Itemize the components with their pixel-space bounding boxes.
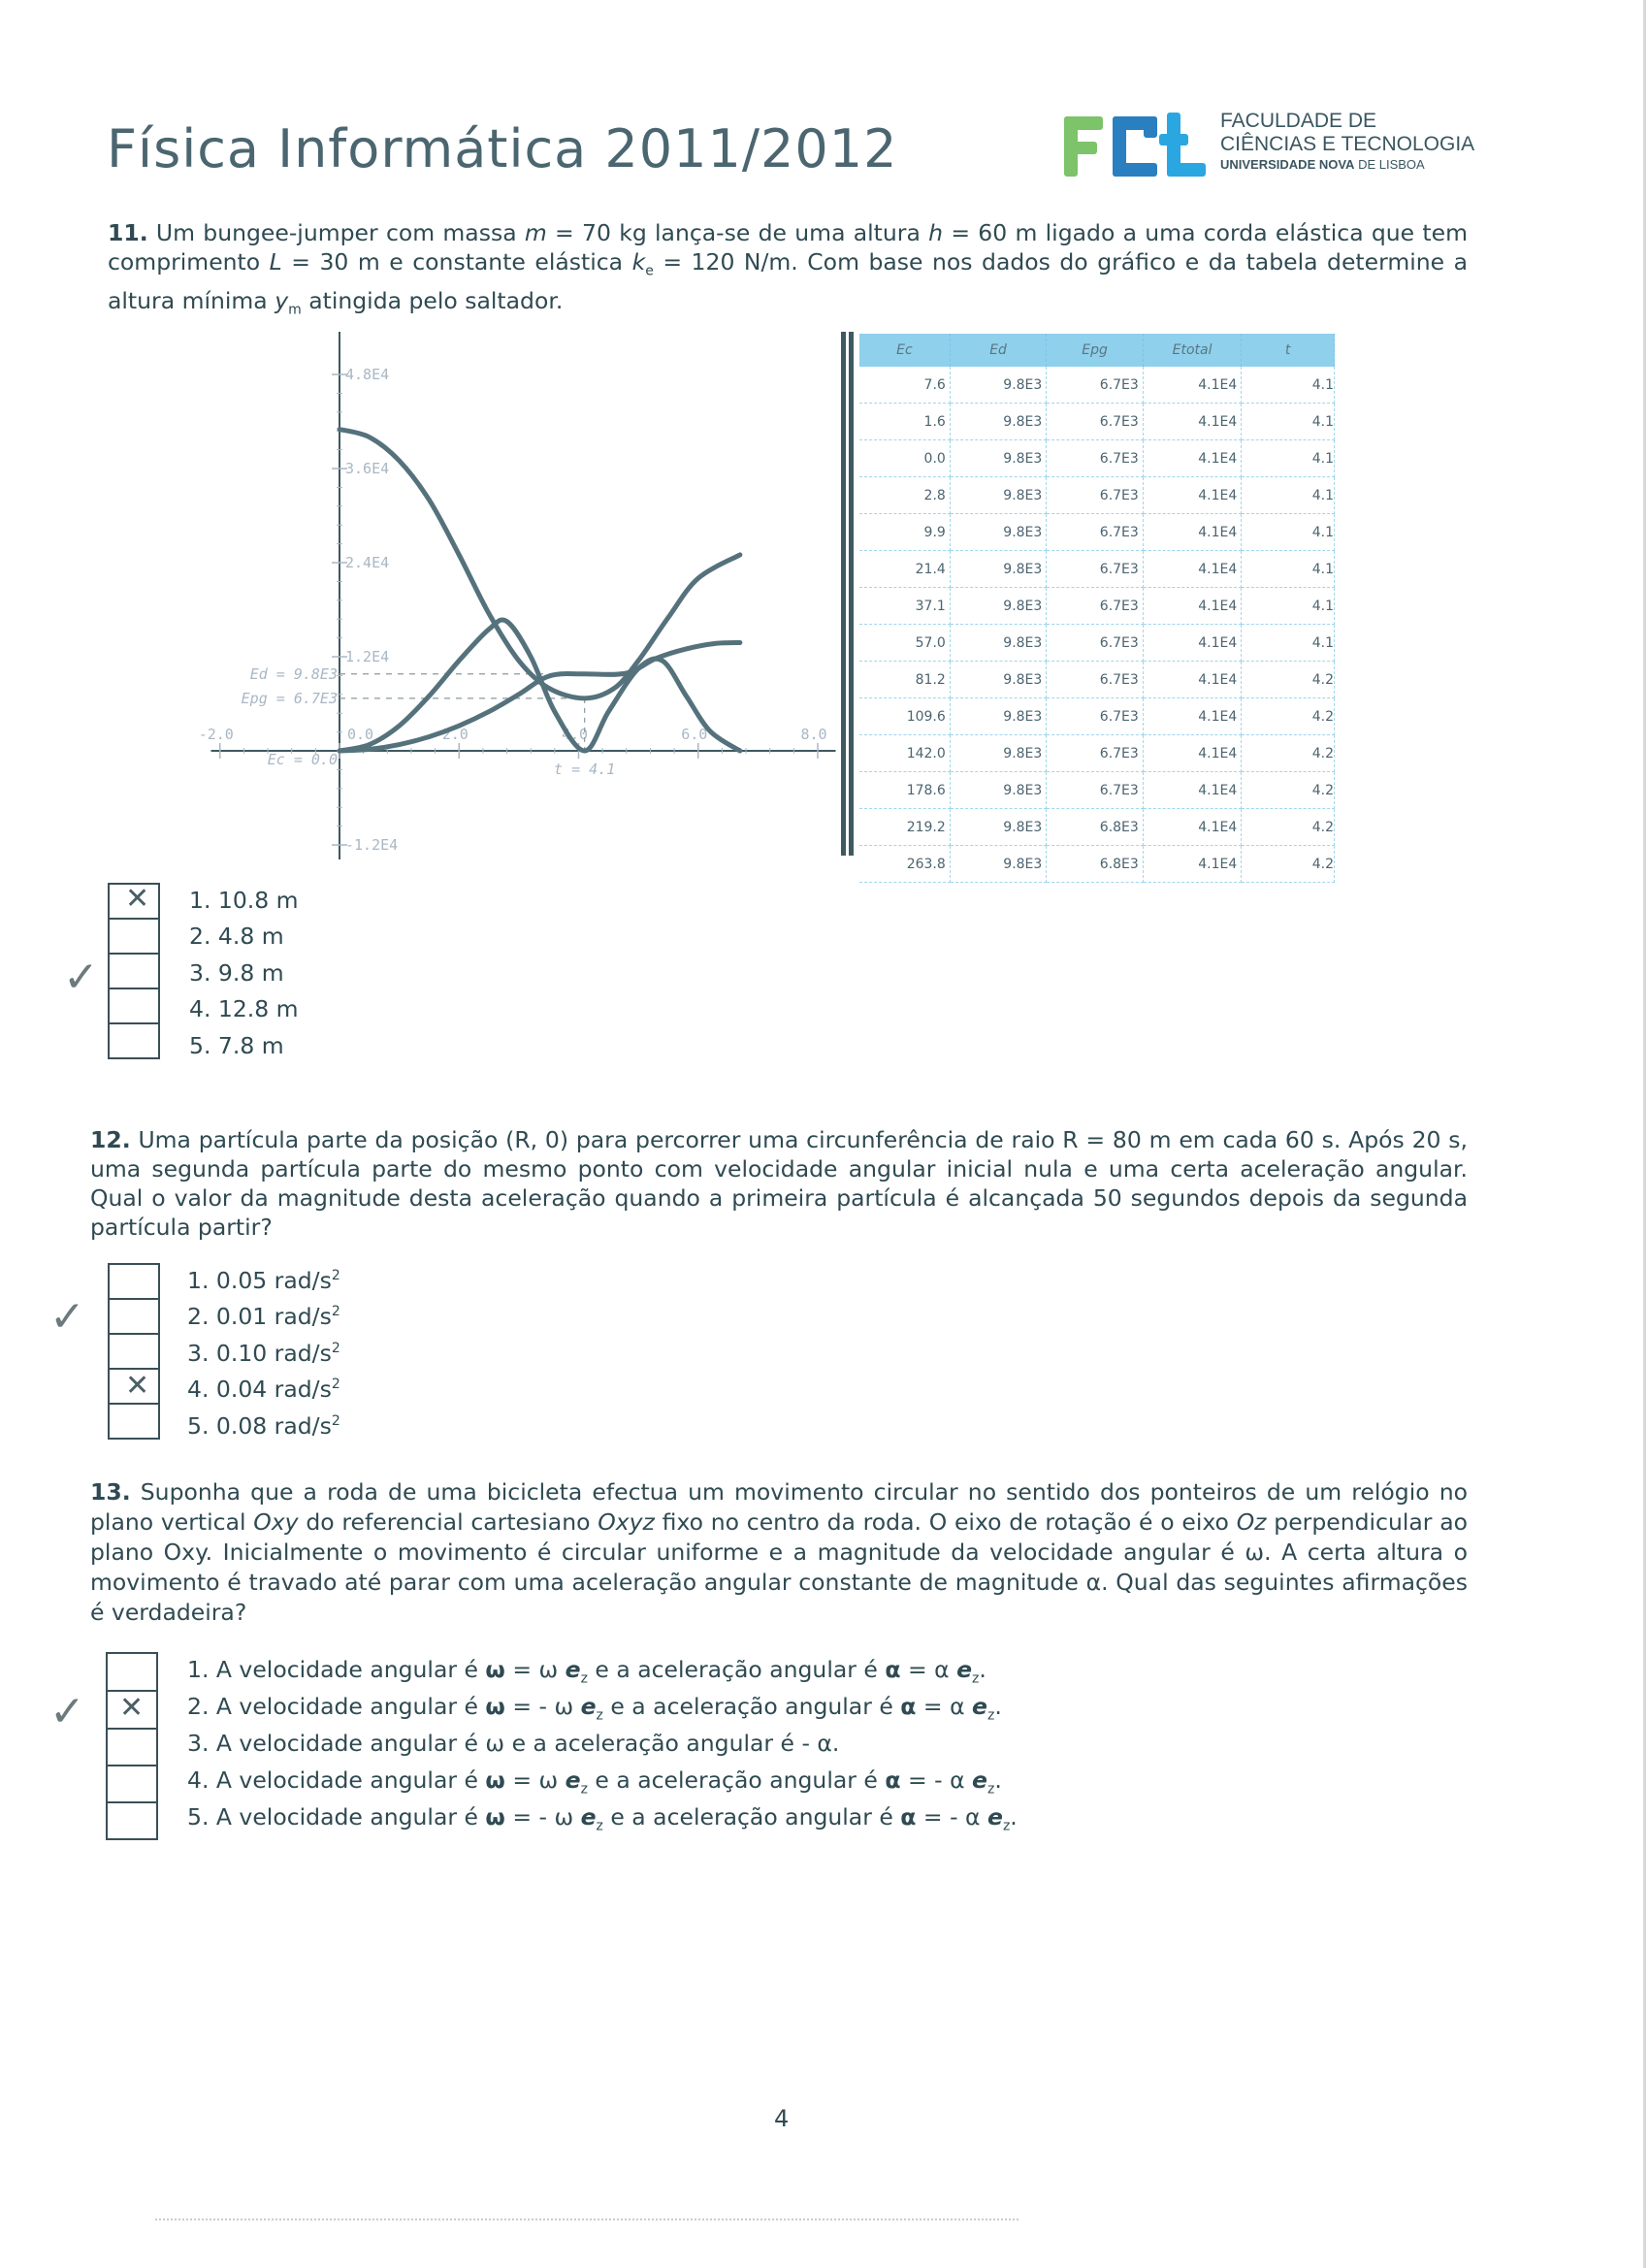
alpha-vector: α [885,1766,901,1794]
omega-expression: = ω [504,1766,566,1794]
checkmark-icon: ✓ [49,1292,85,1342]
table-cell-etotal: 4.1E4 [1143,367,1241,404]
table-header-epg: Epg [1047,334,1144,367]
omega-vector: ω [485,1693,505,1720]
y-tick-label: 2.4E4 [345,554,390,571]
table-cell-t: 4.1 [1242,625,1335,662]
unit-vector-e: e [580,1693,597,1720]
q11-option-4: 4. 12.8 m [189,995,299,1022]
table-cell-ed: 9.8E3 [950,477,1047,514]
table-row [859,551,1335,588]
alpha-expression: = α [916,1693,973,1720]
table-cell-t: 4.2 [1242,662,1335,698]
q11-option-3: 3. 9.8 m [189,959,284,987]
table-cell-etotal: 4.1E4 [1143,440,1241,477]
logo-line-3-bold: UNIVERSIDADE NOVA [1220,157,1355,172]
q11-var-L: L [269,248,282,275]
q13-option-5-checkbox[interactable] [106,1801,158,1840]
q13-plane-oxy: Oxy [253,1508,299,1536]
table-cell-etotal: 4.1E4 [1143,588,1241,625]
table-cell-etotal: 4.1E4 [1143,772,1241,809]
punctuation: . [994,1693,1002,1720]
q12-option-4-checkbox[interactable] [108,1368,160,1403]
unit-exponent: 2 [331,1413,340,1430]
q13-text-b: do referencial cartesiano [298,1508,598,1536]
table-cell-ec: 21.4 [859,551,950,588]
fct-logo [1062,109,1479,184]
table-cell-ec: 37.1 [859,588,950,625]
q11-option-2-checkbox[interactable] [108,918,160,953]
q12-option-4-label: 4. 0.04 rad/s [187,1376,332,1403]
table-cell-epg: 6.7E3 [1047,440,1144,477]
q11-option-2: 2. 4.8 m [189,923,284,950]
q12-option-3-label: 3. 0.10 rad/s [187,1340,332,1367]
table-cell-ec: 81.2 [859,662,950,698]
x-tick-label: -2.0 [198,726,234,743]
unit-vector-subscript: z [986,1781,995,1798]
q12-option-2 [187,1303,340,1330]
question-12-number: 12. [90,1126,131,1153]
q13-option-2 [187,1693,1002,1724]
table-cell-t: 4.1 [1242,514,1335,551]
alpha-expression: = α [900,1656,957,1683]
unit-exponent: 2 [331,1341,340,1357]
table-row [859,367,1335,404]
alpha-vector: α [900,1803,917,1831]
table-cell-etotal: 4.1E4 [1143,625,1241,662]
table-cell-ec: 9.9 [859,514,950,551]
q11-checkbox-column [108,883,160,1059]
table-cell-ed: 9.8E3 [950,404,1047,440]
unit-exponent: 2 [331,1268,340,1284]
q13-option-text: 5. A velocidade angular é [187,1803,486,1831]
energy-chart [198,328,854,863]
alpha-expression: = - α [900,1766,973,1794]
q13-option-4 [187,1766,1002,1798]
table-cell-etotal: 4.1E4 [1143,698,1241,735]
alpha-vector: α [900,1693,917,1720]
q13-option-text: 4. A velocidade angular é [187,1766,486,1794]
q11-text-f: atingida pelo saltador. [301,286,564,314]
unit-vector-subscript: z [986,1707,995,1724]
omega-vector: ω [485,1803,505,1831]
table-cell-etotal: 4.1E4 [1143,551,1241,588]
table-cell-etotal: 4.1E4 [1143,735,1241,772]
table-cell-epg: 6.8E3 [1047,846,1144,883]
q13-frame-oxyz: Oxyz [598,1508,655,1536]
q13-option-text: e a aceleração angular é [587,1766,886,1794]
q13-option-3-checkbox[interactable] [106,1728,158,1765]
table-cell-epg: 6.7E3 [1047,367,1144,404]
table-cell-t: 4.2 [1242,735,1335,772]
table-cell-ed: 9.8E3 [950,514,1047,551]
table-cell-t: 4.2 [1242,846,1335,883]
table-row [859,588,1335,625]
table-cell-ed: 9.8E3 [950,588,1047,625]
table-cell-t: 4.2 [1242,772,1335,809]
logo-line-1: FACULDADE DE [1220,110,1377,132]
energy-data-table [859,334,1335,883]
q11-option-5: 5. 7.8 m [189,1032,284,1059]
table-header-t: t [1242,334,1335,367]
y-tick-label: -1.2E4 [345,836,399,854]
table-cell-ed: 9.8E3 [950,735,1047,772]
q13-text-d: perpendicular ao plano Oxy. Inicialmente o movimento é circular uniforme e a magnitude da velocidade angular é ω. A certa altura o movimento é travado até parar com uma aceleração angular constante de magnitude α. Qual das seguintes afirmações é verdadeira? [90,1508,1468,1626]
table-cell-etotal: 4.1E4 [1143,404,1241,440]
table-row [859,735,1335,772]
q12-option-5 [187,1412,340,1440]
table-row [859,404,1335,440]
table-cell-ec: 142.0 [859,735,950,772]
table-cell-ed: 9.8E3 [950,698,1047,735]
table-cell-ec: 7.6 [859,367,950,404]
table-row [859,846,1335,883]
q11-var-y: y [275,286,289,314]
table-row [859,662,1335,698]
x-tick-label: 0.0 [347,726,374,743]
q12-option-5-checkbox[interactable] [108,1403,160,1440]
table-row [859,477,1335,514]
page-number: 4 [774,2105,790,2132]
table-cell-ec: 219.2 [859,809,950,846]
question-11-number: 11. [108,219,148,246]
table-cell-ec: 263.8 [859,846,950,883]
q13-option-1-checkbox[interactable] [106,1652,158,1690]
table-cell-t: 4.1 [1242,477,1335,514]
q11-text-a: Um bungee-jumper com massa [147,219,525,246]
table-cell-ec: 109.6 [859,698,950,735]
ed-annotation: Ed = 9.8E3 [249,664,338,683]
table-cell-epg: 6.7E3 [1047,477,1144,514]
punctuation: . [979,1656,986,1683]
q11-option-1-checkbox[interactable] [108,883,160,918]
table-cell-ed: 9.8E3 [950,772,1047,809]
q13-option-text: e a aceleração angular é [602,1693,901,1720]
q13-axis-oz: Oz [1236,1508,1267,1536]
question-13-text [90,1477,1468,1628]
omega-vector: ω [485,1656,505,1683]
q11-text-b: = 70 kg lança-se de uma altura [546,219,929,246]
x-mark-icon: ✕ [119,1691,145,1725]
punctuation: . [1010,1803,1018,1831]
checkmark-icon: ✓ [63,953,99,1002]
table-cell-epg: 6.7E3 [1047,698,1144,735]
x-tick-label: 8.0 [800,726,827,743]
q11-option-1: 1. 10.8 m [189,887,299,914]
q12-option-2-label: 2. 0.01 rad/s [187,1303,332,1330]
q12-option-3-checkbox[interactable] [108,1333,160,1368]
q11-option-3-checkbox[interactable] [108,953,160,988]
epg-annotation: Epg = 6.7E3 [241,689,338,707]
table-cell-etotal: 4.1E4 [1143,662,1241,698]
unit-vector-subscript: z [1002,1818,1011,1834]
unit-vector-subscript: z [596,1707,603,1724]
logo-line-3 [1220,158,1474,171]
omega-expression: = - ω [504,1803,581,1831]
table-header-ec: Ec [859,334,950,367]
question-12-text [90,1125,1468,1242]
q13-text-a: Suponha que a roda de uma bicicleta efectua um movimento circular no sentido dos ponteiros de um relógio no plano vertical [90,1478,1468,1536]
table-cell-ed: 9.8E3 [950,846,1047,883]
question-13-number: 13. [90,1478,131,1506]
series-epg-line [340,430,740,698]
table-cell-t: 4.1 [1242,440,1335,477]
table-row [859,625,1335,662]
q11-text-e: = 120 N/m. Com base nos dados do gráfico e da tabela determine a altura mínima [108,248,1469,314]
table-cell-ec: 178.6 [859,772,950,809]
table-cell-t: 4.1 [1242,404,1335,440]
q11-text-d: = 30 m e constante elástica [281,248,632,275]
ec-annotation: Ec = 0.0 [267,751,338,768]
q13-checkbox-column [106,1652,158,1840]
q11-text-c: = 60 m ligado a uma corda elástica que tem comprimento [108,219,1468,275]
q12-checkbox-column [108,1263,160,1440]
q11-option-4-checkbox[interactable] [108,988,160,1022]
table-cell-epg: 6.7E3 [1047,662,1144,698]
table-divider [841,332,846,856]
table-cell-t: 4.2 [1242,809,1335,846]
table-cell-t: 4.1 [1242,367,1335,404]
table-cell-ec: 1.6 [859,404,950,440]
unit-exponent: 2 [331,1377,340,1393]
table-cell-ed: 9.8E3 [950,662,1047,698]
table-cell-epg: 6.7E3 [1047,735,1144,772]
unit-vector-subscript: z [596,1818,603,1834]
alpha-vector: α [885,1656,901,1683]
q13-option-3 [187,1730,839,1757]
table-cell-epg: 6.8E3 [1047,809,1144,846]
checkmark-icon: ✓ [49,1687,85,1736]
q11-var-k: k [631,248,646,275]
unit-exponent: 2 [331,1304,340,1320]
page-title: Física Informática 2011/2012 [107,118,898,179]
q12-option-1 [187,1267,340,1294]
table-row [859,772,1335,809]
x-mark-icon: ✕ [125,882,150,916]
table-row [859,514,1335,551]
q13-option-text: 2. A velocidade angular é [187,1693,486,1720]
table-header-etotal: Etotal [1143,334,1241,367]
y-tick-label: 4.8E4 [345,366,390,383]
table-cell-t: 4.1 [1242,588,1335,625]
table-divider [849,332,854,856]
table-cell-ed: 9.8E3 [950,625,1047,662]
fct-logo-mark-icon [1062,111,1208,180]
omega-expression: = ω [504,1656,566,1683]
q13-text-c: fixo no centro da roda. O eixo de rotação é o eixo [654,1508,1237,1536]
q13-option-text: 1. A velocidade angular é [187,1656,486,1683]
q13-option-text: e a aceleração angular é [587,1656,886,1683]
q12-option-5-label: 5. 0.08 rad/s [187,1412,332,1440]
table-header-ed: Ed [950,334,1047,367]
scan-artifact [155,2219,1018,2220]
energy-table [840,332,1335,872]
q12-option-2-checkbox[interactable] [108,1298,160,1333]
logo-text [1220,111,1474,171]
unit-vector-e: e [565,1656,581,1683]
unit-vector-e: e [972,1766,987,1794]
series-ec-line [340,620,740,751]
table-cell-epg: 6.7E3 [1047,404,1144,440]
punctuation: . [994,1766,1002,1794]
omega-vector: ω [485,1766,505,1794]
q12-option-3 [187,1340,340,1367]
scan-edge [1643,0,1646,2268]
y-tick-label: 3.6E4 [345,460,390,477]
q13-option-4-checkbox[interactable] [106,1765,158,1801]
unit-vector-e: e [972,1693,987,1720]
logo-line-2: CIÊNCIAS E TECNOLOGIA [1220,133,1475,155]
table-cell-epg: 6.7E3 [1047,588,1144,625]
x-tick-label: 4.0 [561,726,589,743]
q13-option-text: e a aceleração angular é [602,1803,901,1831]
t-annotation: t = 4.1 [554,761,616,778]
y-tick-label: 1.2E4 [345,648,390,665]
q13-option-5 [187,1803,1018,1834]
table-cell-ed: 9.8E3 [950,809,1047,846]
unit-vector-e: e [986,1803,1003,1831]
table-cell-ec: 57.0 [859,625,950,662]
table-cell-ed: 9.8E3 [950,440,1047,477]
table-cell-etotal: 4.1E4 [1143,477,1241,514]
table-row [859,698,1335,735]
alpha-expression: = - α [916,1803,987,1831]
unit-vector-subscript: z [580,1670,588,1687]
table-cell-ed: 9.8E3 [950,367,1047,404]
x-mark-icon: ✕ [125,1369,150,1403]
table-cell-t: 4.2 [1242,698,1335,735]
table-cell-ed: 9.8E3 [950,551,1047,588]
x-tick-label: 6.0 [681,726,708,743]
unit-vector-e: e [580,1803,597,1831]
unit-vector-subscript: z [580,1781,588,1798]
x-tick-label: 2.0 [441,726,469,743]
q11-var-m: m [524,219,547,246]
table-cell-etotal: 4.1E4 [1143,809,1241,846]
q11-option-5-checkbox[interactable] [108,1022,160,1059]
table-cell-etotal: 4.1E4 [1143,846,1241,883]
unit-vector-subscript: z [972,1670,980,1687]
table-cell-etotal: 4.1E4 [1143,514,1241,551]
table-cell-epg: 6.7E3 [1047,625,1144,662]
logo-line-3-rest: DE LISBOA [1354,157,1425,172]
table-cell-epg: 6.7E3 [1047,772,1144,809]
table-cell-epg: 6.7E3 [1047,551,1144,588]
table-row [859,440,1335,477]
series-ed-line [340,642,740,751]
table-cell-ec: 0.0 [859,440,950,477]
unit-vector-e: e [956,1656,973,1683]
q11-var-k-sub: e [645,263,654,279]
q11-var-h: h [928,219,944,246]
q11-var-y-sub: m [288,302,302,318]
q13-option-2-checkbox[interactable] [106,1690,158,1728]
table-cell-t: 4.1 [1242,551,1335,588]
q13-option-1 [187,1656,986,1687]
q12-option-1-checkbox[interactable] [108,1263,160,1298]
q12-option-1-label: 1. 0.05 rad/s [187,1267,332,1294]
table-cell-ec: 2.8 [859,477,950,514]
table-cell-epg: 6.7E3 [1047,514,1144,551]
q13-option-text: 3. A velocidade angular é ω e a aceleração angular é - α. [187,1730,840,1757]
table-row [859,809,1335,846]
q12-option-4 [187,1376,340,1403]
omega-expression: = - ω [504,1693,581,1720]
unit-vector-e: e [565,1766,581,1794]
question-11-text [108,218,1468,324]
q12-text: Uma partícula parte da posição (R, 0) para percorrer uma circunferência de raio R = 80 m em cada 60 s. Após 20 s, uma segunda partícula parte do mesmo ponto com velocidade angular inicial nula e uma certa aceleração angular. Qual o valor da magnitude desta aceleração quando a primeira partícula é alcançada 50 segundos depois da segunda partícula partir? [90,1126,1468,1241]
